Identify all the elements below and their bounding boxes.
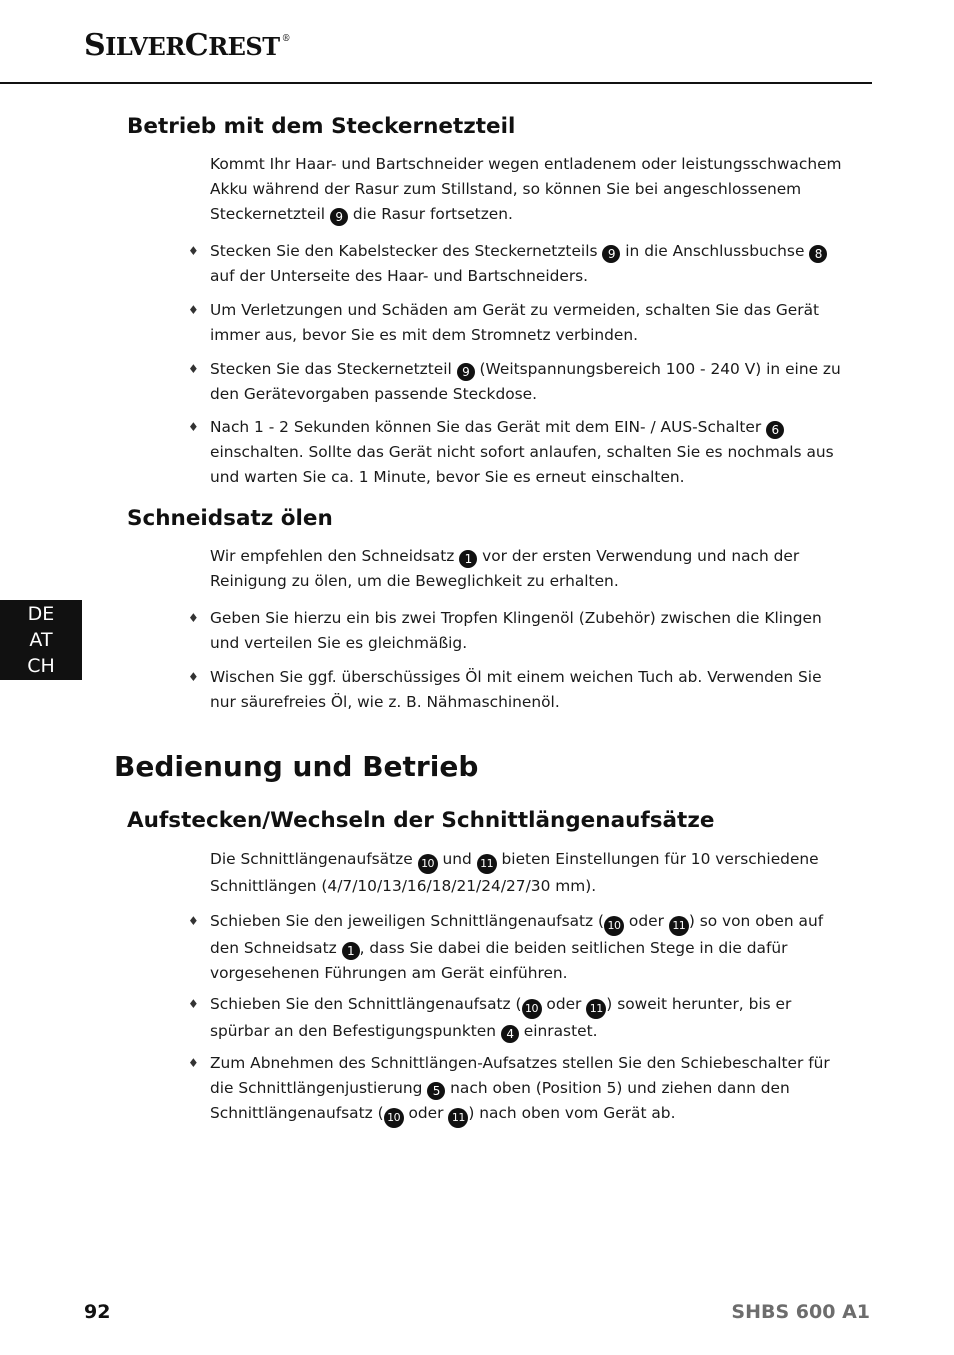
reference-number-badge: 8: [809, 245, 827, 263]
reference-number-badge: 6: [766, 421, 784, 439]
bullet-icon: ♦: [188, 362, 199, 376]
chapter-title: Bedienung und Betrieb: [114, 750, 479, 783]
reference-number-badge: 5: [427, 1082, 445, 1100]
header-rule: [0, 82, 872, 84]
bullet-icon: ♦: [188, 303, 199, 317]
brand-logo: SILVERCREST ®: [84, 28, 291, 63]
list-item: ♦ Um Verletzungen und Schäden am Gerät zu vermeiden, schalten Sie das Gerät immer aus, bevor Sie es mit dem Stromnetz verbinden.: [188, 298, 868, 348]
language-tab: [0, 600, 82, 680]
section-title-attachments: Aufstecken/Wechseln der Schnittlängenaufsätze: [127, 808, 715, 833]
list-item: ♦ Schieben Sie den Schnittlängenaufsatz ( 10 oder 11 ) soweit herunter, bis er spürbar an den Befestigungspunkten 4 einrastet.: [188, 992, 868, 1044]
reference-number-badge: 10: [418, 854, 438, 874]
reference-number-badge: 1: [459, 550, 477, 568]
reference-number-badge: 11: [586, 999, 606, 1019]
paragraph-oil-intro: Wir empfehlen den Schneidsatz 1 vor der ersten Verwendung und nach der Reinigung zu ölen, um die Beweglichkeit zu erhalten.: [210, 547, 800, 590]
list-item: ♦ Zum Abnehmen des Schnittlängen-Aufsatzes stellen Sie den Schiebeschalter für die Schnittlängenjustierung 5 nach oben (Position 5) und ziehen dann den Schnittlängenaufsatz ( 10 oder 11 ) nach oben vom Gerät ab.: [188, 1051, 868, 1128]
section-title-oil-blades: Schneidsatz ölen: [127, 506, 333, 531]
paragraph-power-adapter-intro: Kommt Ihr Haar- und Bartschneider wegen entladenem oder leistungsschwachem Akku während der Rasur zum Stillstand, so können Sie bei angeschlossenem Steckernetzteil 9 die Rasur fortsetzen.: [210, 155, 842, 224]
reference-number-badge: 4: [501, 1025, 519, 1043]
language-de: DE: [27, 603, 55, 625]
list-item: ♦ Schieben Sie den jeweiligen Schnittlängenaufsatz ( 10 oder 11 ) so von oben auf den Schneidsatz 1 , dass Sie dabei die beiden seitlichen Stege in die dafür vorgesehenen Führungen am Gerät einführen.: [188, 909, 868, 986]
reference-number-badge: 9: [457, 363, 475, 381]
bullet-icon: ♦: [188, 611, 199, 625]
reference-number-badge: 10: [522, 999, 542, 1019]
bullet-icon: ♦: [188, 997, 199, 1011]
language-at: AT: [29, 629, 53, 651]
section-title-power-adapter: Betrieb mit dem Steckernetzteil: [127, 114, 516, 139]
list-item: ♦ Nach 1 - 2 Sekunden können Sie das Gerät mit dem EIN- / AUS-Schalter 6 einschalten. Sollte das Gerät nicht sofort anlaufen, schalten Sie es nochmals aus und warten Sie ca. 1 Minute, bevor Sie es erneut einschalten.: [188, 415, 868, 490]
reference-number-badge: 10: [604, 916, 624, 936]
model-number: SHBS 600 A1: [731, 1301, 870, 1323]
list-item: ♦ Wischen Sie ggf. überschüssiges Öl mit einem weichen Tuch ab. Verwenden Sie nur säurefreies Öl, wie z. B. Nähmaschinenöl.: [188, 665, 868, 715]
bullet-icon: ♦: [188, 244, 199, 258]
reference-number-badge: 1: [342, 942, 360, 960]
reference-number-badge: 9: [602, 245, 620, 263]
reference-number-badge: 11: [477, 854, 497, 874]
reference-number-badge: 9: [330, 208, 348, 226]
list-item: ♦ Stecken Sie den Kabelstecker des Steckernetzteils 9 in die Anschlussbuchse 8 auf der Unterseite des Haar- und Bartschneiders.: [188, 239, 868, 289]
language-ch: CH: [27, 655, 55, 677]
list-item: ♦ Geben Sie hierzu ein bis zwei Tropfen Klingenöl (Zubehör) zwischen die Klingen und verteilen Sie es gleichmäßig.: [188, 606, 868, 656]
bullet-icon: ♦: [188, 420, 199, 434]
reference-number-badge: 10: [384, 1108, 404, 1128]
reference-number-badge: 11: [448, 1108, 468, 1128]
bullet-icon: ♦: [188, 914, 199, 928]
list-item: ♦ Stecken Sie das Steckernetzteil 9 (Weitspannungsbereich 100 - 240 V) in eine zu den Gerätevorgaben passende Steckdose.: [188, 357, 868, 407]
bullet-icon: ♦: [188, 1056, 199, 1070]
bullet-icon: ♦: [188, 670, 199, 684]
paragraph-attachments-intro: Die Schnittlängenaufsätze 10 und 11 bieten Einstellungen für 10 verschiedene Schnittlängen (4/7/10/13/16/18/21/24/27/30 mm).: [210, 850, 819, 895]
reference-number-badge: 11: [669, 916, 689, 936]
page-number: 92: [84, 1301, 111, 1323]
